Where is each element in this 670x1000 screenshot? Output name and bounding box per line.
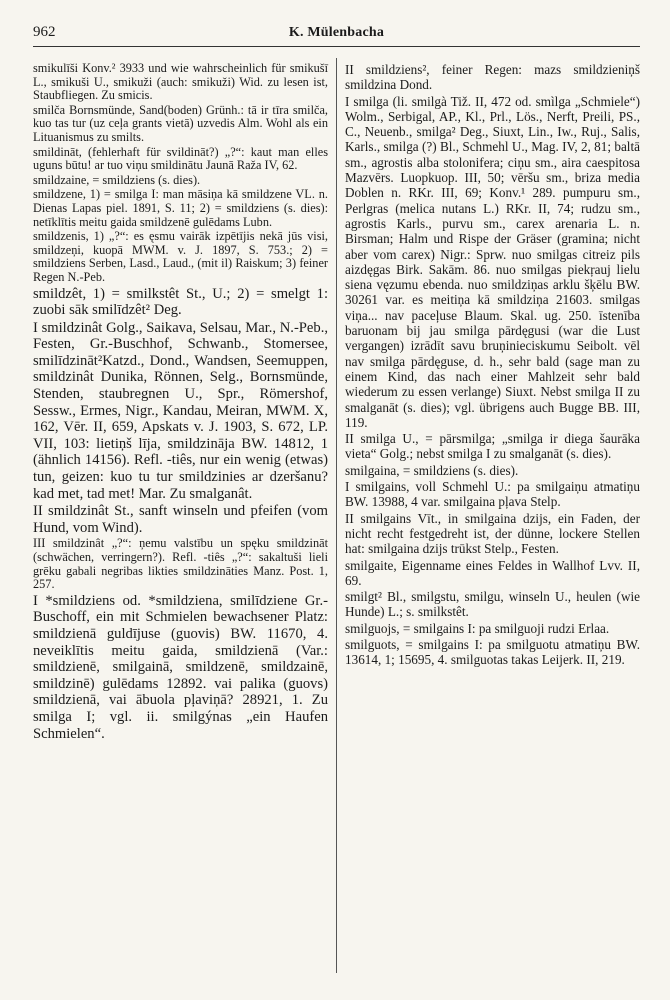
entry-smildzet: smildzêt, 1) = smilkstêt St., U.; 2) = smelgt 1: zuobi sāk smilīdzêt² Deg. [33, 285, 328, 319]
entry-smilga-2: II smilga U., = pārsmilga; „smilga ir diega šaurāka vieta“ Golg.; nebst smilga I zu smalganāt (s. dies). [345, 431, 640, 462]
entry-smikulisi: smikulīši Konv.² 3933 und wie wahrscheinlich für smikušī L., smikuši U., smikuži (auch: smikuži) Wid. zu lesen ist, Staubfliegen. Zu smicis. [33, 61, 328, 103]
left-column [33, 62, 328, 743]
entry-smildzaine: smildzaine, = smildziens (s. dies). [33, 172, 201, 187]
running-head: K. Mülenbacha [288, 25, 385, 40]
entry-smildzenis: smildzenis, 1) „?“: es ęsmu vairāk izpētījis nekā jūs visi, smildzeņi, kuopā MWM. v. J. 1897, S. 753.; 2) = smildziens Serben, Lasd., Laud., (mit il) Raiskum; 3) feiner Regen N.-Peb. [33, 229, 328, 284]
entry-smildinat: smildināt, (fehlerhaft für svildināt?) „?“: kaut man elles uguns būtu! ar tuo viņu smildinātu Jaunā Raža IV, 62. [33, 144, 328, 173]
entry-smilguots: smilguots, = smilgains I: pa smilguotu atmatiņu BW. 13614, 1; 15695, 4. smilguotas takas Leijerk. II, 219. [345, 636, 640, 668]
entry-smildziens-1: I *smildziens od. *smildziena, smilīdziene Gr.-Buschoff, ein mit Schmielen bewachsener Platz: smildzienā guldījuse (guovis) BW. 11670, 4. neveiklītis meitu gaida, smildzienā (Var.: smildzienē, smilgainā, smildzenē, smildzainē, smildzinē) gulēdams 12892. vai palika (guovs) smildzienā, vai ābuola pļaviņā? 28921, 1. Zu smilga I; vgl. ii. smilgýnas „ein Haufen Schmielen“. [33, 592, 328, 742]
column-divider [336, 58, 337, 973]
page-number: 962 [33, 24, 56, 40]
entry-smildzinat-1: I smildzinât Golg., Saikava, Selsau, Mar., N.-Peb., Festen, Gr.-Buschhof, Schwanb., Stomersee, smilīdzināt²Katzd., Dond., Wandsen, Seemuppen, smildzinât Dunika, Rönnen, Selg., Bornsmünde, Stenden, staubregnen U., Spr., Römershof, Sessw., Ermes, Nigr., Kandau, Meiran, MWM. X, 162, Vēr. II, 659, Apskats v. J. 1903, S. 672, LP. VII, 103: lietiņš līja, smildzināja BW. 14812, 1 (ähnlich 14156). Refl. -tiês, nur ein wenig (etwas) tun, geizen: kuo tu tur smildzinies ar dzeršanu? kad met, tad met! Mar. Zu smalganât. [33, 319, 328, 502]
page-header [33, 24, 640, 47]
entry-smilgaite: smilgaite, Eigenname eines Feldes in Wallhof Lvv. II, 69. [345, 557, 640, 588]
entry-smilgains-1: I smilgains, voll Schmehl U.: pa smilgaiņu atmatiņu BW. 13988, 4 var. smilgaina pļava Stelp. [345, 479, 640, 510]
entry-smildziens-2: II smildziens², feiner Regen: mazs smildzieniņš smildzina Dond. [345, 62, 640, 93]
entry-smilguojs: smilguojs, = smilgains I: pa smilguoji rudzi Erlaa. [345, 620, 610, 636]
entry-smilga-1: I smilga (li. smilgà Tiž. II, 472 od. smìlga „Schmiele“) Wolm., Serbigal, AP., Kl., Prl., Lös., Nerft, Preili, PS., C., Neuenb., smilga² Deg., Siuxt, Lin., Iw., Ruj., Salis, Karls., smilga (?) Bl., Schmehl U., Mag. IV, 2, 81; baltā sm., agrostis alba stolonifera; ciņu sm., aira caespitosa Mazvērs. Luopkuop. III, 50; vēršu sm., briza media Doblen n. RKr. III, 69; Konv.¹ 289. pumpuru sm., Perlgras (melica nutans L.) RKr. II, 74; rudzu sm., agrostis Karls., purvu sm., carex arenaria L. n. Birsman; Halm und Rispe der Gräser (gramina; nicht aber vom carex) Nigr.: Sprw. nuo smilgas citreiz pils aizdęgas Birk. Sakām. 86. nuo smilgas piekŗauj lielu siena vęzumu ebenda. nuo smildziņas arklu šķēlu BW. 30261 var. es meitiņa kā smildziņa 21603. smilgas viņa... nav paceļuse Blaum. Skal. ug. 250. īstenība baruonam bij jau smilga pārdęgusi (war die Lust vergangen) izrādīt savu bruņinieciskumu Seibolt. vēl nav smilga pārdęguse, d. h., sehr bald (sage man zu einem Kind, das nach einer Mahlzeit sehr bald wiederum zu essen verlange) Siuxt. Nebst smilga II zu smalganāt (s. dies); vgl. übrigens auch Bugge BB. III, 119. [345, 93, 640, 430]
entry-smildzene: smildzene, 1) = smilga I: man māsiņa kā smildzene VL. n. Dienas Lapas piel. 1891, S. 11; 2) = smildziens (s. dies): netīklītis meitu gaida smildzenē gulēdams Lubn. [33, 187, 328, 229]
entry-smildzinat-2: II smildzinât St., sanft winseln und pfeifen (vom Hund, vom Wind). [33, 503, 328, 536]
entry-smilca: smilča Bornsmünde, Sand(boden) Grünh.: tā ir tīra smilča, kuo tas tur (uz ceļa grants vietā) uzvedis Alm. Wohl als ein Lituanismus zu smilts. [33, 102, 328, 144]
right-column [345, 62, 640, 669]
entry-smilgains-2: II smilgains Vīt., in smilgaina dzijs, ein Faden, der nicht recht festgedreht ist, der dünne, lockere Stellen hat: smilgaina dzijs trūkst Stelp., Festen. [345, 510, 640, 557]
entry-smilgt: smilgt² Bl., smilgstu, smilgu, winseln U., heulen (wie Hunde) L.; s. smilkstêt. [345, 589, 640, 620]
entry-smildzinat-3: III smildzinât „?“: ņemu valstību un spęku smildzināt (schwächen, verringern?). Refl. -tiês „?“: sakaltuši lieli grēku gabali negribas likties smildzināties Manz. Post. 1, 257. [33, 536, 328, 592]
entry-smilgaina: smilgaina, = smildziens (s. dies). [345, 462, 519, 478]
